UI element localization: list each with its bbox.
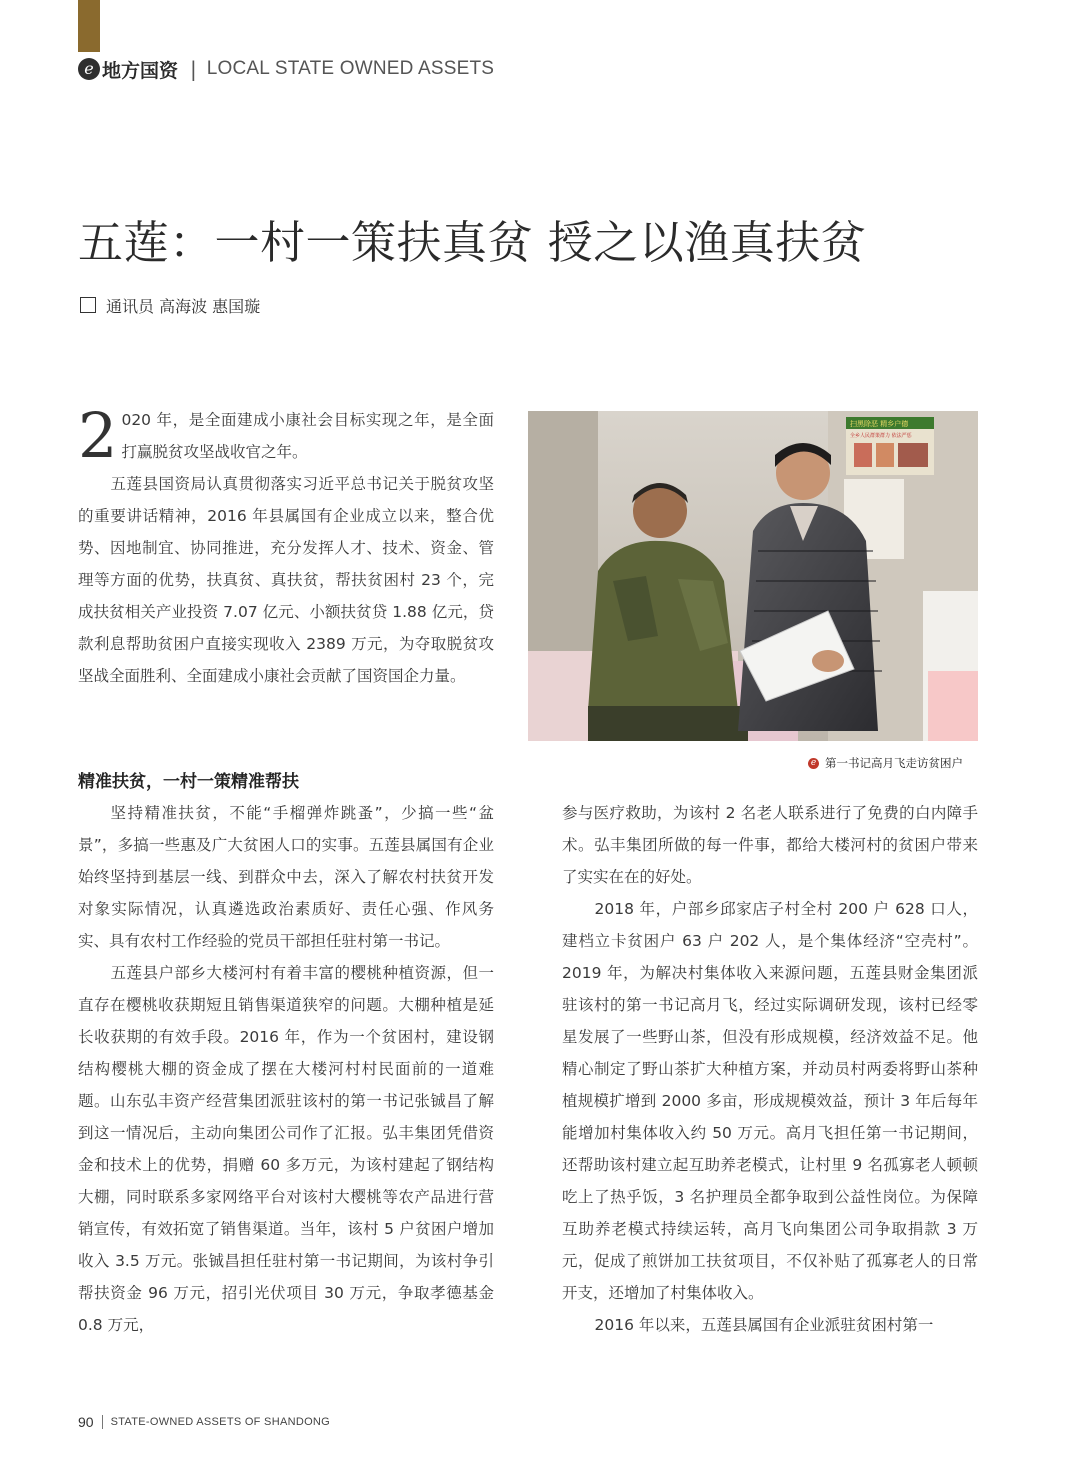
- page-number: 90: [78, 1414, 94, 1430]
- body-paragraph-4: 2018 年，户部乡邱家店子村全村 200 户 628 口人，建档立卡贫困户 63 户 202 人，是个集体经济“空壳村”。2019 年，为解决村集体收入来源问题，五莲县财金集团派驻该村的第一书记高月飞，经过实际调研发现，该村已经零星发展了一些野山茶，但没有形成规模，经济效益不足。他精心制定了野山茶扩大种植方案，并动员村两委将野山茶种植规模扩增到 2000 多亩，形成规模效益，预计 3 年后每年能增加村集体收入约 50 万元。高月飞担任第一书记期间，还帮助该村建立起互助养老模式，让村里 9 名孤寡老人顿顿吃上了热乎饭，3 名护理员全都争取到公益性岗位。为保障互助养老模式持续运转，高月飞向集团公司争取捐款 3 万元，促成了煎饼加工扶贫项目，不仅补贴了孤寡老人的日常开支，还增加了村集体收入。: [562, 900, 978, 1302]
- byline: [80, 293, 260, 317]
- intro-paragraph-2: 五莲县国资局认真贯彻落实习近平总书记关于脱贫攻坚的重要讲话精神，2016 年县属国有企业成立以来，整合优势、因地制宜、协同推进，充分发挥人才、技术、资金、管理等方面的优势，扶真贫、真扶贫，帮扶贫困村 23 个，完成扶贫相关产业投资 7.07 亿元、小额扶贫贷 1.88 亿元，贷款利息帮助贫困户直接实现收入 2389 万元，为夺取脱贫攻坚战全面胜利、全面建成小康社会贡献了国资国企力量。: [78, 475, 494, 685]
- section-accent-bar: [78, 0, 100, 52]
- body-paragraph-1: 坚持精准扶贫，不能“手榴弹炸跳蚤”，少搞一些“盆景”，多搞一些惠及广大贫困人口的实事。五莲县属国有企业始终坚持到基层一线、到群众中去，深入了解农村扶贫开发对象实际情况，认真遴选政治素质好、责任心强、作风务实、具有农村工作经验的党员干部担任驻村第一书记。: [78, 804, 494, 950]
- caption-logo-icon: e: [808, 758, 819, 769]
- section-name-en: LOCAL STATE OWNED ASSETS: [206, 58, 495, 79]
- section-subheading: 精准扶贫，一村一策精准帮扶: [78, 772, 299, 792]
- right-column: [562, 797, 978, 1341]
- article-photo: [528, 411, 978, 741]
- section-header: [78, 54, 494, 84]
- poster-text-2: 全乡人民群策群力 依法严惩: [850, 433, 912, 439]
- checkbox-square-icon: [80, 297, 96, 313]
- magazine-logo-icon: e: [78, 58, 100, 80]
- intro-paragraph-1: [78, 399, 494, 472]
- photo-caption: [808, 754, 963, 772]
- drop-cap: 2: [78, 399, 118, 472]
- footer-divider: [102, 1415, 103, 1429]
- header-separator: |: [190, 57, 197, 81]
- section-name-cn: 地方国资: [102, 59, 179, 82]
- body-paragraph-5: 2016 年以来，五莲县属国有企业派驻贫困村第一: [594, 1316, 934, 1334]
- intro-text-1: 020 年，是全面建成小康社会目标实现之年，是全面打赢脱贫攻坚战收官之年。: [121, 411, 494, 461]
- intro-column: [78, 399, 494, 692]
- caption-text: 第一书记高月飞走访贫困户: [825, 756, 963, 770]
- body-paragraph-2: 五莲县户部乡大楼河村有着丰富的樱桃种植资源，但一直存在樱桃收获期短且销售渠道狭窄的问题。大棚种植是延长收获期的有效手段。2016 年，作为一个贫困村，建设钢结构樱桃大棚的资金成了摆在大楼河村村民面前的一道难题。山东弘丰资产经营集团派驻该村的第一书记张铖昌了解到这一情况后，主动向集团公司作了汇报。弘丰集团凭借资金和技术上的优势，捐赠 60 多万元，为该村建起了钢结构大棚，同时联系多家网络平台对该村大樱桃等农产品进行营销宣传，有效拓宽了销售渠道。当年，该村 5 户贫困户增加收入 3.5 万元。张铖昌担任驻村第一书记期间，为该村争引帮扶资金 96 万元，招引光伏项目 30 万元，争取孝德基金 0.8 万元，: [78, 964, 494, 1334]
- poster-text-1: 扫黑除恶 精乡户德: [850, 420, 909, 428]
- body-paragraph-3: 参与医疗救助，为该村 2 名老人联系进行了免费的白内障手术。弘丰集团所做的每一件事，都给大楼河村的贫困户带来了实实在在的好处。: [562, 804, 978, 886]
- page-footer: [78, 1411, 330, 1433]
- photo-illustration: [528, 411, 978, 741]
- left-column: [78, 797, 494, 1341]
- article-title: 五莲：一村一策扶真贫 授之以渔真扶贫: [78, 216, 867, 269]
- publication-name: STATE-OWNED ASSETS OF SHANDONG: [110, 1416, 331, 1428]
- byline-authors: 通讯员 高海波 惠国璇: [106, 296, 261, 316]
